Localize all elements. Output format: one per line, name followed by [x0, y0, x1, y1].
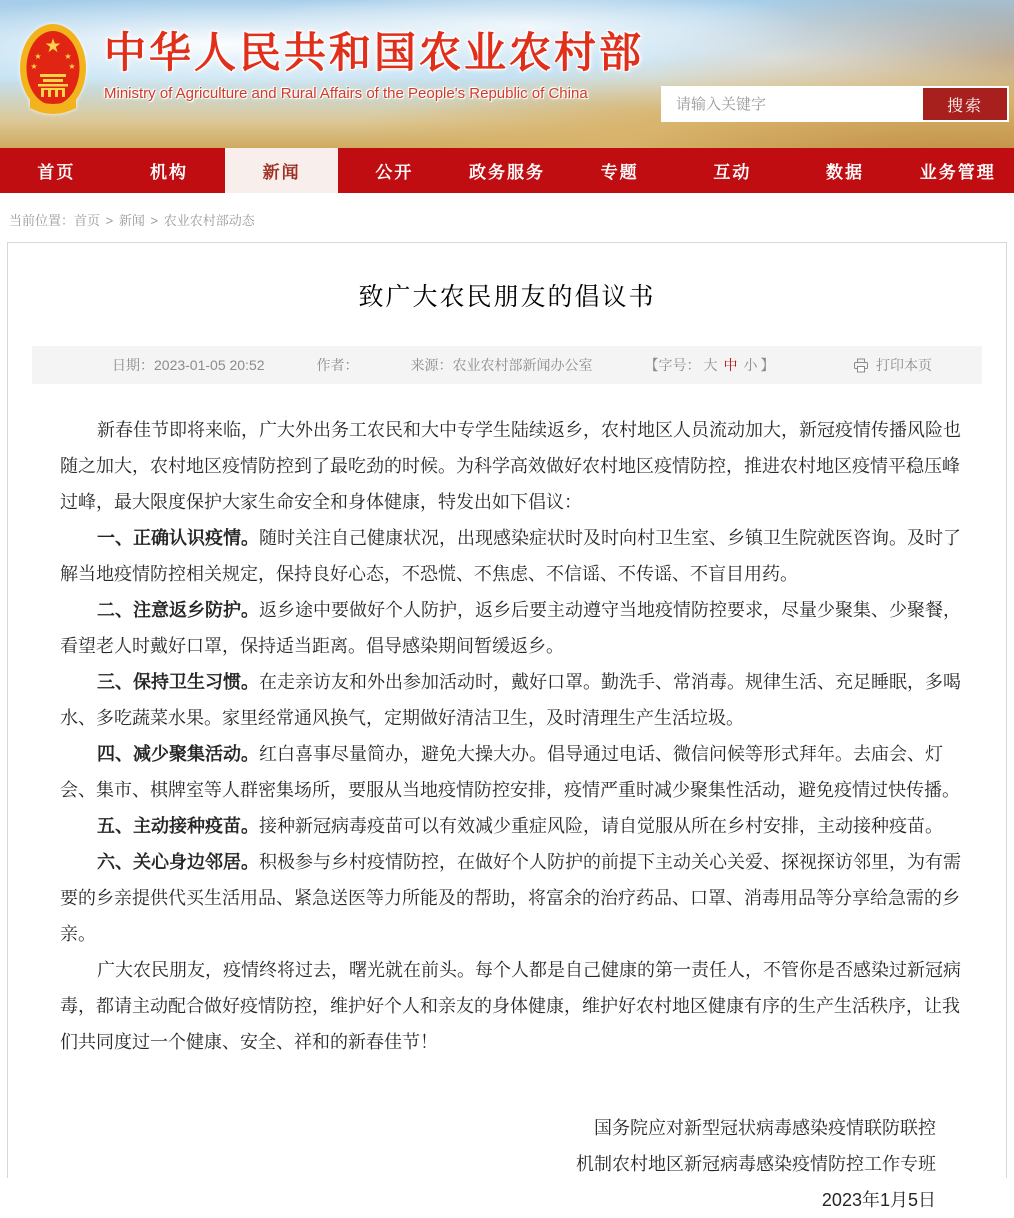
svg-text:★: ★ [44, 36, 62, 57]
nav-item[interactable]: 政务服务 [469, 163, 546, 182]
breadcrumb-link[interactable]: 农业农村部动态 [163, 213, 255, 228]
article-paragraph [60, 412, 962, 520]
article-paragraph [60, 844, 962, 952]
article-title: 致广大农民朋友的倡议书 [358, 283, 656, 311]
article-meta-bar [32, 346, 982, 384]
breadcrumb-separator: > [146, 213, 162, 228]
paragraph-text: 随时关注自己健康状况，出现感染症状时及时向村卫生室、乡镇卫生院就医咨询。及时了解当地疫情防控相关规定，保持良好心态，不恐慌、不焦虑、不信谣、不传谣、不盲目用药。 [60, 528, 961, 584]
fontsize-label: 【字号： [644, 357, 701, 373]
paragraph-lead: 二、注意返乡防护。 [97, 600, 259, 620]
meta-source [411, 355, 593, 375]
breadcrumb-link[interactable]: 首页 [74, 213, 101, 228]
nav-item[interactable]: 公开 [375, 163, 414, 182]
paragraph-lead: 四、减少聚集活动。 [97, 744, 259, 764]
article-container [7, 242, 1007, 1210]
paragraph-text: 红白喜事尽量简办，避免大操大办。倡导通过电话、微信问候等形式拜年。去庙会、灯会、集市、棋牌室等人群密集场所，要服从当地疫情防控安排，疫情严重时减少聚集性活动，避免疫情过快传播。 [60, 744, 960, 800]
nav-item[interactable]: 数据 [826, 163, 865, 182]
signature-line: 2023年1月5日 [821, 1190, 936, 1210]
site-titles [104, 22, 644, 102]
nav-item[interactable]: 首页 [37, 163, 76, 182]
meta-source-value: 农业农村部新闻办公室 [452, 357, 593, 373]
signature-block [8, 1110, 1006, 1218]
article-body [8, 384, 1006, 1060]
svg-text:★: ★ [34, 52, 42, 61]
search-input[interactable] [663, 88, 923, 120]
meta-date-value: 2023-01-05 20:52 [154, 357, 265, 373]
signature-line: 国务院应对新型冠状病毒感染疫情联防联控 [594, 1118, 936, 1138]
print-button[interactable] [853, 355, 932, 375]
search-button[interactable]: 搜索 [923, 88, 1007, 120]
article-paragraph [60, 664, 962, 736]
svg-text:★: ★ [68, 62, 76, 71]
paragraph-text: 接种新冠病毒疫苗可以有效减少重症风险，请自觉服从所在乡村安排，主动接种疫苗。 [259, 816, 943, 836]
meta-author-label: 作者： [316, 357, 359, 373]
fontsize-medium-button[interactable]: 中 [723, 357, 738, 373]
nav-item[interactable]: 业务管理 [919, 163, 996, 182]
paragraph-text: 积极参与乡村疫情防控，在做好个人防护的前提下主动关心关爱、探视探访邻里，为有需要的乡亲提供代买生活用品、紧急送医等力所能及的帮助，将富余的治疗药品、口罩、消毒用品等分享给急需的乡亲。 [60, 852, 961, 944]
site-subtitle: Ministry of Agriculture and Rural Affairs of the People's Republic of China [104, 85, 588, 103]
paragraph-lead: 一、正确认识疫情。 [97, 528, 259, 548]
article-paragraph [60, 952, 962, 1060]
nav-item[interactable]: 新闻 [225, 148, 338, 193]
site-title: 中华人民共和国农业农村部 [104, 29, 645, 76]
paragraph-text: 在走亲访友和外出参加活动时，戴好口罩。勤洗手、常消毒。规律生活、充足睡眠，多喝水、多吃蔬菜水果。家里经常通风换气，定期做好清洁卫生，及时清理生产生活垃圾。 [60, 672, 961, 728]
search-box [661, 86, 1009, 122]
meta-author [317, 355, 359, 375]
breadcrumb-link[interactable]: 新闻 [118, 213, 145, 228]
paragraph-lead: 六、关心身边邻居。 [97, 852, 259, 872]
svg-text:★: ★ [64, 52, 72, 61]
paragraph-text: 新春佳节即将来临，广大外出务工农民和大中专学生陆续返乡，农村地区人员流动加大，新冠疫情传播风险也随之加大，农村地区疫情防控到了最吃劲的时候。为科学高效做好农村地区疫情防控，推进农村地区疫情平稳压峰过峰，最大限度保护大家生命安全和身体健康，特发出如下倡议： [60, 420, 961, 512]
article-paragraph [60, 808, 962, 844]
meta-source-label: 来源： [410, 357, 453, 373]
nav-item[interactable]: 专题 [600, 163, 639, 182]
paragraph-lead: 五、主动接种疫苗。 [97, 816, 259, 836]
site-header [0, 0, 1014, 148]
national-emblem-icon [18, 22, 88, 122]
print-label: 打印本页 [876, 357, 932, 373]
article-paragraph [60, 520, 962, 592]
printer-icon [853, 358, 869, 373]
meta-date [112, 355, 265, 375]
breadcrumb [0, 193, 1014, 242]
paragraph-text: 广大农民朋友，疫情终将过去，曙光就在前头。每个人都是自己健康的第一责任人，不管你是否感染过新冠病毒，都请主动配合做好疫情防控，维护好个人和亲友的身体健康，维护好农村地区健康有序的生产生活秩序，让我们共同度过一个健康、安全、祥和的新春佳节！ [60, 960, 961, 1052]
fontsize-small-button[interactable]: 小 [743, 357, 758, 373]
nav-item[interactable]: 机构 [150, 163, 188, 182]
meta-date-label: 日期： [112, 357, 154, 373]
fontsize-large-button[interactable]: 大 [703, 357, 718, 373]
main-nav [0, 148, 1014, 193]
paragraph-lead: 三、保持卫生习惯。 [97, 672, 259, 692]
fontsize-label-close: 】 [760, 357, 775, 373]
paragraph-text: 返乡途中要做好个人防护，返乡后要主动遵守当地疫情防控要求，尽量少聚集、少聚餐，看望老人时戴好口罩，保持适当距离。倡导感染期间暂缓返乡。 [60, 600, 961, 656]
site-logo[interactable] [18, 22, 644, 122]
breadcrumb-links [74, 213, 259, 228]
signature-line: 机制农村地区新冠病毒感染疫情防控工作专班 [576, 1154, 936, 1174]
nav-item[interactable]: 互动 [713, 163, 752, 182]
fontsize-control [645, 355, 775, 375]
article-paragraph [60, 592, 962, 664]
article-paragraph [60, 736, 962, 808]
svg-text:★: ★ [30, 62, 38, 71]
breadcrumb-separator: > [102, 213, 117, 228]
breadcrumb-label: 当前位置： [9, 213, 75, 228]
